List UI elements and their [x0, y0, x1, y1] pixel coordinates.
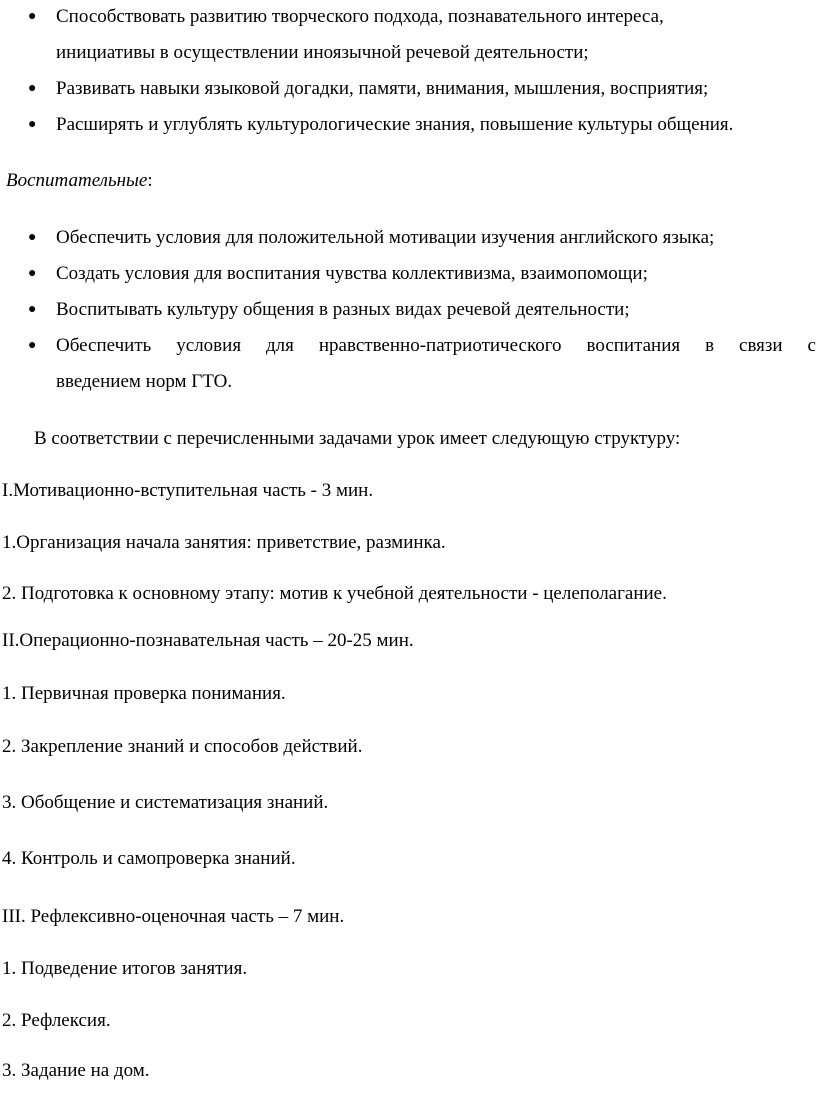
- structure-line: 3. Задание на дом.: [2, 1060, 150, 1081]
- bullet-icon: ●: [28, 266, 37, 281]
- list-item-line: Способствовать развитию творческого подхода, познавательного интереса,: [56, 6, 664, 27]
- list-item-line: Создать условия для воспитания чувства коллективизма, взаимопомощи;: [56, 263, 648, 284]
- list-item-line: Обеспечить условия для нравственно-патриотического воспитания в связи с: [56, 335, 816, 356]
- bullet-icon: ●: [28, 302, 37, 317]
- structure-line: 1.Организация начала занятия: приветствие, разминка.: [2, 532, 446, 553]
- structure-line: 1. Подведение итогов занятия.: [2, 958, 248, 979]
- section-heading-label: Воспитательные: [6, 170, 148, 191]
- list-item-line: инициативы в осуществлении иноязычной речевой деятельности;: [56, 42, 589, 63]
- bullet-icon: ●: [28, 117, 37, 132]
- structure-line: 2. Рефлексия.: [2, 1010, 111, 1031]
- structure-line: III. Рефлексивно-оценочная часть – 7 мин.: [2, 906, 345, 927]
- structure-line: II.Операционно-познавательная часть – 20-25 мин.: [2, 630, 414, 651]
- list-item-line: Расширять и углублять культурологические знания, повышение культуры общения.: [56, 114, 734, 135]
- structure-line: 4. Контроль и самопроверка знаний.: [2, 848, 296, 869]
- list-item-line: введением норм ГТО.: [56, 371, 233, 392]
- bullet-icon: ●: [28, 9, 37, 24]
- list-item-line: Обеспечить условия для положительной мотивации изучения английского языка;: [56, 227, 715, 248]
- list-item: [0, 257, 816, 291]
- bullet-icon: ●: [28, 230, 37, 245]
- educational-goals-list: [0, 221, 816, 399]
- list-item: [0, 0, 816, 70]
- developmental-goals-list: [0, 0, 816, 142]
- list-item: [0, 329, 816, 399]
- structure-line: 1. Первичная проверка понимания.: [2, 683, 286, 704]
- section-heading: [6, 168, 153, 194]
- list-item: [0, 72, 816, 106]
- structure-intro: В соответствии с перечисленными задачами урок имеет следующую структуру:: [34, 428, 681, 449]
- list-item-line: Воспитывать культуру общения в разных видах речевой деятельности;: [56, 299, 630, 320]
- structure-line: I.Мотивационно-вступительная часть - 3 мин.: [2, 480, 374, 501]
- list-item: [0, 293, 816, 327]
- structure-line: 2. Подготовка к основному этапу: мотив к учебной деятельности - целеполагание.: [2, 583, 667, 604]
- list-item: [0, 108, 816, 142]
- section-heading-colon: :: [147, 170, 153, 191]
- bullet-icon: ●: [28, 81, 37, 96]
- bullet-icon: ●: [28, 338, 37, 353]
- list-item: [0, 221, 816, 255]
- list-item-line: Развивать навыки языковой догадки, памяти, внимания, мышления, восприятия;: [56, 78, 709, 99]
- structure-line: 3. Обобщение и систематизация знаний.: [2, 792, 329, 813]
- structure-line: 2. Закрепление знаний и способов действий.: [2, 736, 363, 757]
